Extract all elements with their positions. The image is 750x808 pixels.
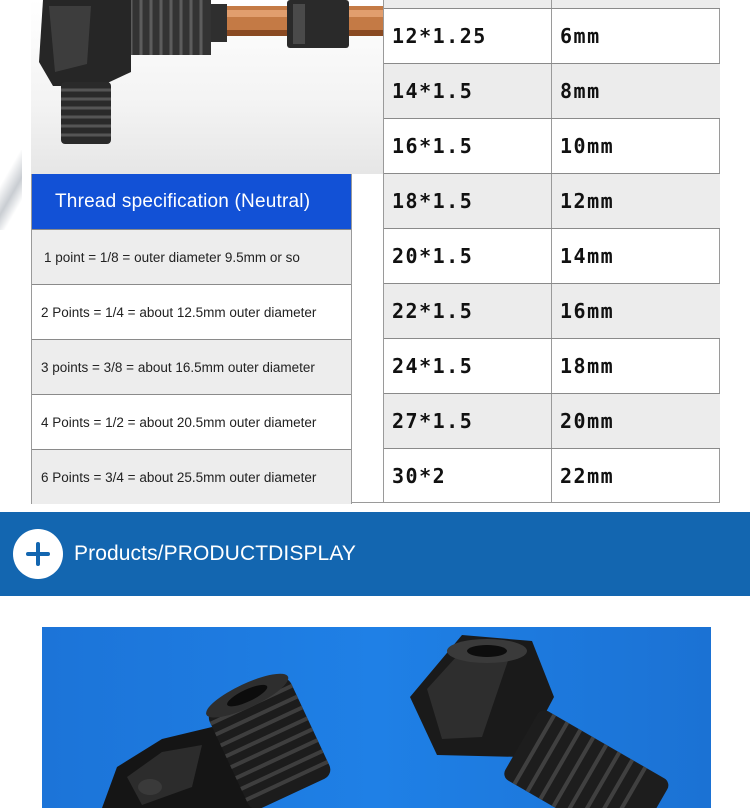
thread-spec-row: 6 Points = 3/4 = about 25.5mm outer diameter: [32, 449, 351, 504]
thread-size-cell: 22*1.5: [384, 284, 552, 338]
table-cell: [552, 0, 720, 8]
table-row: [384, 118, 720, 173]
thread-size-cell: 16*1.5: [384, 119, 552, 173]
table-row: [384, 228, 720, 283]
pipe-size-cell: 18mm: [560, 354, 615, 378]
table-row: [384, 173, 720, 228]
pipe-size-cell: 10mm: [560, 134, 615, 158]
table-row: [384, 448, 720, 502]
thread-size-cell: 30*2: [384, 449, 552, 502]
table-row: [384, 393, 720, 448]
thread-size-cell: 20*1.5: [384, 229, 552, 283]
plus-icon[interactable]: [13, 529, 63, 579]
table-cell: [384, 0, 552, 8]
thread-spec-row: 2 Points = 1/4 = about 12.5mm outer diameter: [32, 284, 351, 339]
table-row: [384, 63, 720, 118]
thread-size-cell: 14*1.5: [384, 64, 552, 118]
thread-size-cell: 12*1.25: [384, 9, 552, 63]
thread-size-table: [383, 0, 720, 503]
product-photo-fittings: [42, 627, 711, 808]
pipe-size-cell: 6mm: [560, 24, 601, 48]
thread-spec-row: 1 point = 1/8 = outer diameter 9.5mm or so: [32, 229, 351, 284]
section-title: Products/PRODUCTDISPLAY: [74, 542, 356, 565]
table-row: [384, 8, 720, 63]
thread-size-cell: 27*1.5: [384, 394, 552, 448]
decorative-swoosh: [0, 150, 22, 230]
thread-size-cell: 24*1.5: [384, 339, 552, 393]
thread-spec-table: [31, 174, 352, 504]
thread-spec-row: 4 Points = 1/2 = about 20.5mm outer diameter: [32, 394, 351, 449]
thread-spec-header: Thread specification (Neutral): [32, 174, 351, 229]
table-row: [384, 338, 720, 393]
pipe-size-cell: 22mm: [560, 463, 615, 488]
products-section-banner: [0, 512, 750, 596]
thread-size-cell: 18*1.5: [384, 174, 552, 228]
pipe-size-cell: 8mm: [560, 79, 601, 103]
product-photo-elbow-fitting: [31, 0, 384, 174]
pipe-size-cell: 16mm: [560, 299, 615, 323]
pipe-size-cell: 20mm: [560, 409, 615, 433]
table-row: [384, 283, 720, 338]
table-row: [384, 0, 720, 8]
table-spacer: [352, 174, 384, 503]
pipe-size-cell: 14mm: [560, 244, 615, 268]
pipe-size-cell: 12mm: [560, 189, 615, 213]
thread-spec-row: 3 points = 3/8 = about 16.5mm outer diameter: [32, 339, 351, 394]
